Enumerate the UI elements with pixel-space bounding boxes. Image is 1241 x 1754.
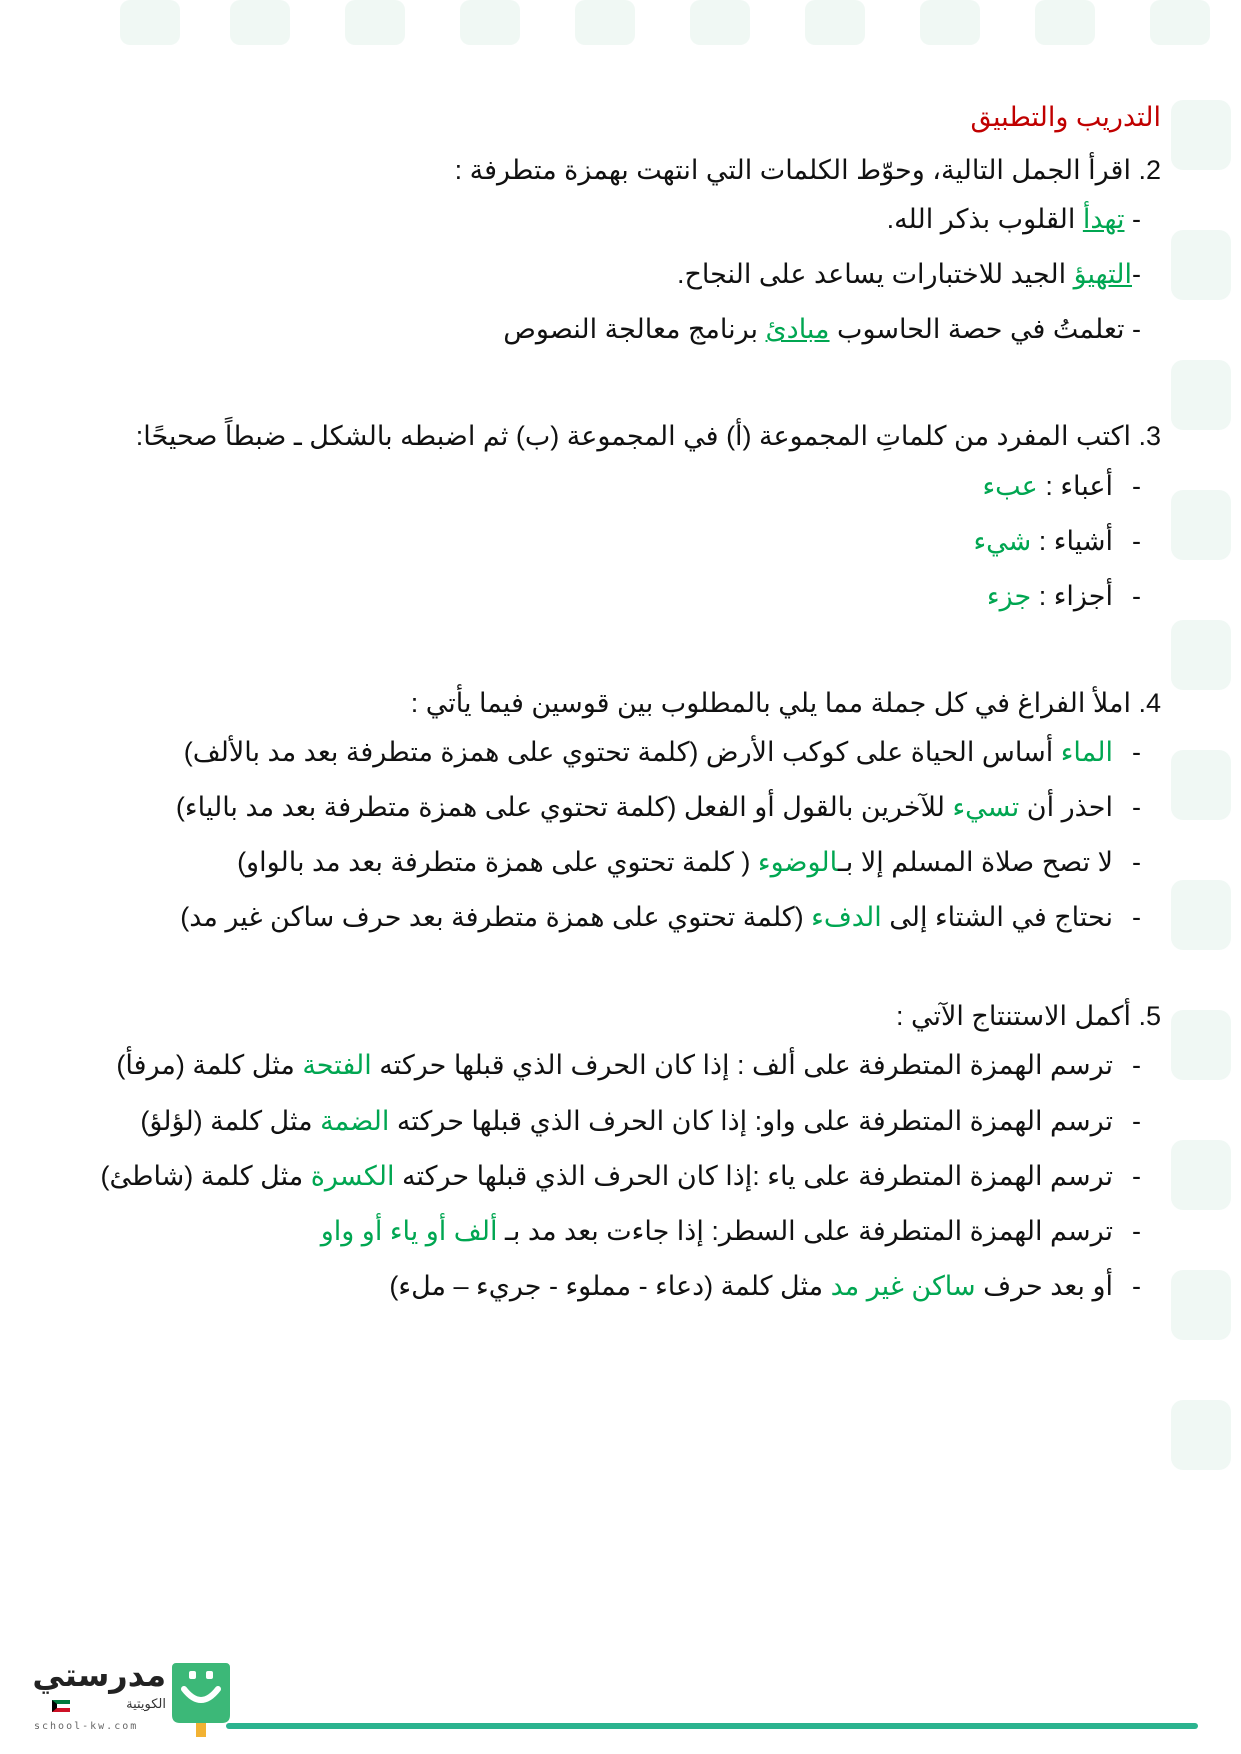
q5-item: -أو بعد حرف ساكن غير مد مثل كلمة (دعاء - مملوء - جريء – ملء) xyxy=(389,1270,1141,1301)
answer: الماء xyxy=(1060,736,1113,767)
q4-item: -نحتاج في الشتاء إلى الدفء (كلمة تحتوي على همزة متطرفة بعد حرف ساكن غير مد) xyxy=(180,902,1141,933)
q2-item: - تعلمتُ في حصة الحاسوب مبادئ برنامج معالجة النصوص xyxy=(503,314,1141,345)
worksheet xyxy=(81,100,1161,1324)
q4-item: -الماء أساس الحياة على كوكب الأرض (كلمة تحتوي على همزة متطرفة بعد مد بالألف) xyxy=(183,736,1141,767)
answer: الدفء xyxy=(811,902,882,933)
answer: الوضوء xyxy=(757,847,838,878)
answer: الكسرة xyxy=(310,1160,395,1191)
q3-item: -أعباء : عبء xyxy=(982,470,1141,501)
footer-line xyxy=(226,1723,1198,1729)
answer: الفتحة xyxy=(302,1050,372,1081)
answer: الضمة xyxy=(320,1105,390,1136)
q5-item: -ترسم الهمزة المتطرفة على واو: إذا كان الحرف الذي قبلها حركته الضمة مثل كلمة (لؤلؤ) xyxy=(140,1105,1141,1136)
watermark-side xyxy=(1161,80,1241,1580)
answer: عبء xyxy=(982,470,1038,501)
q3-item: -أجزاء : جزء xyxy=(986,580,1141,611)
answer: جزء xyxy=(986,580,1032,611)
answer: تسيء xyxy=(952,792,1020,823)
school-logo xyxy=(24,1655,224,1745)
answer: التهيؤ xyxy=(1073,259,1132,290)
answer: مبادئ xyxy=(765,314,830,345)
q3-item: -أشياء : شيء xyxy=(973,525,1141,556)
answer: تهدأ xyxy=(1082,204,1125,235)
q4-item: -لا تصح صلاة المسلم إلا بـالوضوء ( كلمة تحتوي على همزة متطرفة بعد مد بالواو) xyxy=(237,847,1141,878)
watermark-strip xyxy=(0,0,1241,60)
q5-item: -ترسم الهمزة المتطرفة على ياء :إذا كان الحرف الذي قبلها حركته الكسرة مثل كلمة (شاطئ) xyxy=(100,1160,1141,1191)
q2-item: - تهدأ القلوب بذكر الله. xyxy=(886,204,1141,235)
logo-url: school-kw.com xyxy=(34,1721,139,1732)
answer: شيء xyxy=(973,525,1032,556)
answer: ألف أو ياء أو واو xyxy=(320,1215,498,1246)
logo-name: مدرستي xyxy=(32,1656,166,1694)
answer: ساكن غير مد xyxy=(830,1270,976,1301)
question-3-title: 3. اكتب المفرد من كلماتِ المجموعة (أ) في المجموعة (ب) ثم اضبطه بالشكل ـ ضبطاً صحيحًا: xyxy=(135,421,1161,452)
question-4-title: 4. املأ الفراغ في كل جملة مما يلي بالمطلوب بين قوسين فيما يأتي : xyxy=(410,687,1161,718)
q2-item: -التهيؤ الجيد للاختبارات يساعد على النجاح. xyxy=(676,259,1141,290)
q5-item: -ترسم الهمزة المتطرفة على السطر: إذا جاءت بعد مد بـ ألف أو ياء أو واو xyxy=(320,1215,1141,1246)
question-2-title: 2. اقرأ الجمل التالية، وحوّط الكلمات التي انتهت بهمزة متطرفة : xyxy=(454,155,1161,186)
q4-item: -احذر أن تسيء للآخرين بالقول أو الفعل (كلمة تحتوي على همزة متطرفة بعد مد بالياء) xyxy=(175,792,1141,823)
q5-item: -ترسم الهمزة المتطرفة على ألف : إذا كان الحرف الذي قبلها حركته الفتحة مثل كلمة (مرفأ) xyxy=(116,1050,1141,1081)
section-heading: التدريب والتطبيق xyxy=(970,102,1161,132)
kuwait-flag-icon xyxy=(52,1700,70,1712)
logo-subtitle: الكويتية xyxy=(126,1697,166,1712)
question-5-title: 5. أكمل الاستنتاج الآتي : xyxy=(896,1001,1161,1032)
